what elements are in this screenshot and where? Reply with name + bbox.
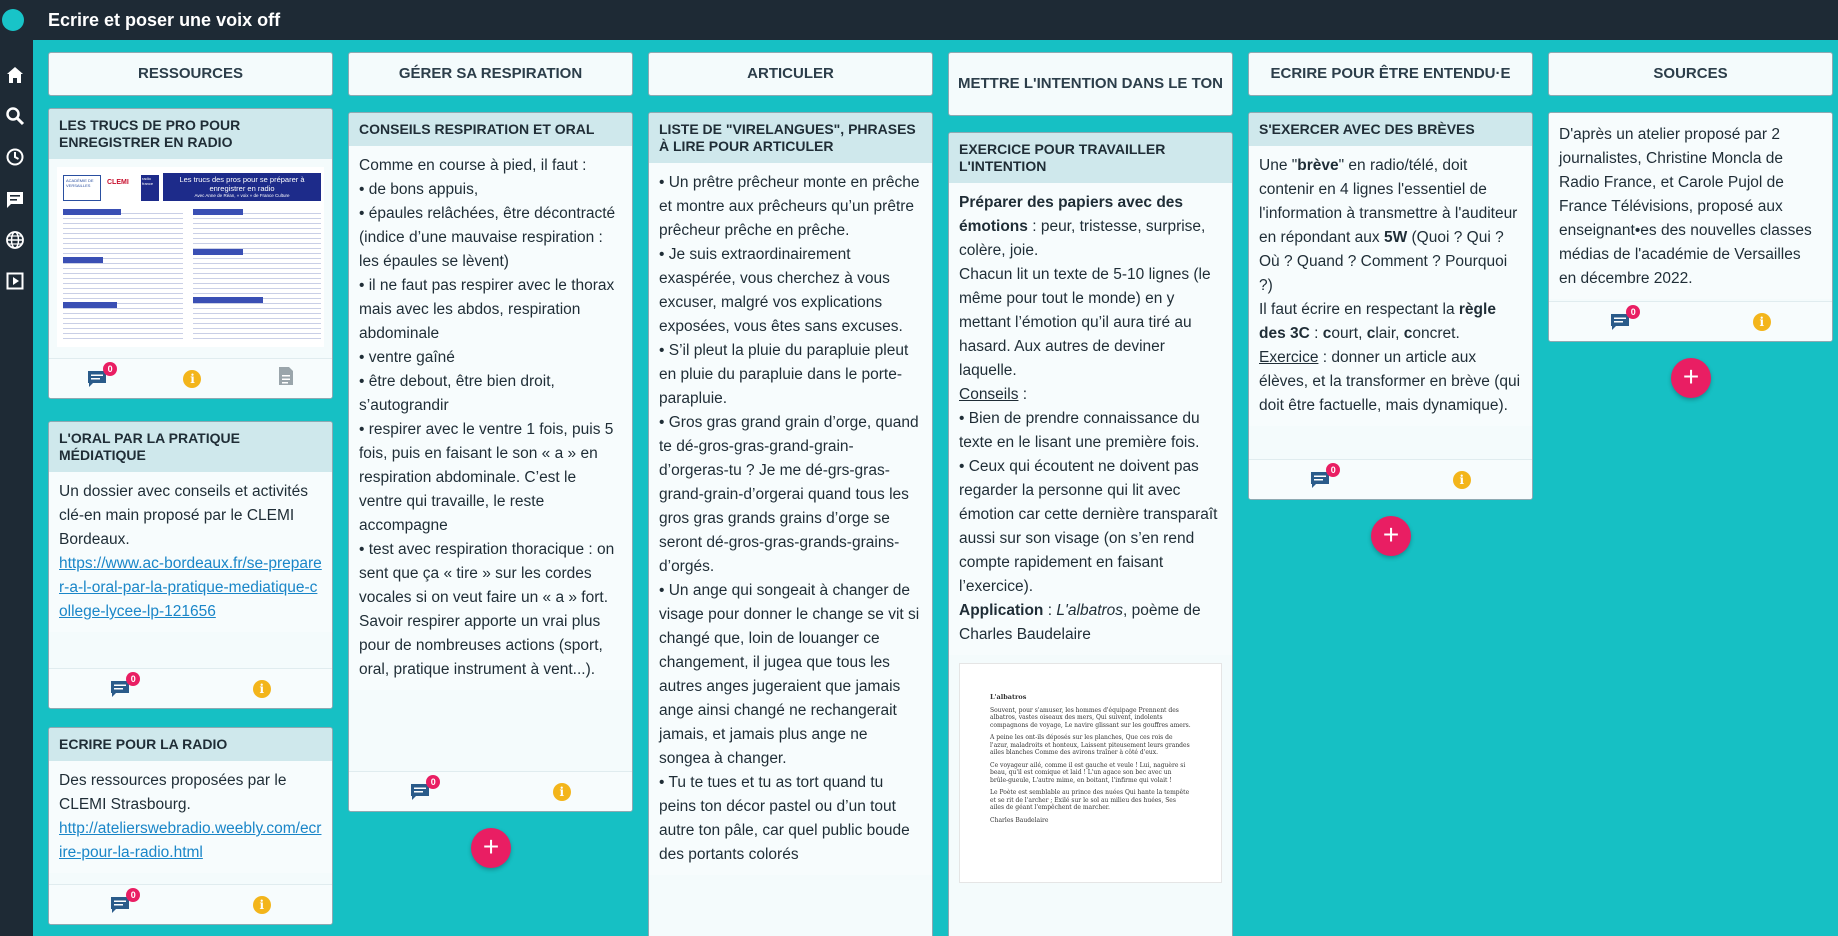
card-text: Il faut écrire en respectant la <box>1259 301 1459 318</box>
card-line: • respirer avec le ventre 1 fois, puis 5 fois, puis en faisant le son « a » en respiration abdominale. C’est le ventre qui travaille, le reste accompagne <box>359 421 614 534</box>
globe-icon[interactable] <box>4 229 26 251</box>
thumbnail-section-bar <box>63 209 121 215</box>
card-body <box>1549 113 1832 299</box>
card-title: ECRIRE POUR LA RADIO <box>49 728 332 761</box>
card-paragraph <box>959 383 1222 407</box>
card-virelangues[interactable] <box>648 112 933 936</box>
card-exercer-breves[interactable] <box>1248 112 1533 500</box>
info-icon[interactable]: i <box>253 896 271 914</box>
card-title: L'ORAL PAR LA PRATIQUE MÉDIATIQUE <box>49 422 332 472</box>
card-text: lair, <box>1375 325 1404 342</box>
card-text: Chacun lit un texte de 5-10 lignes (le même pour tout le monde) en y mettant l’émotion qu’il aura tiré au hasard. Aux autres de deviner laquelle. <box>959 266 1211 379</box>
column-ressources <box>48 52 333 912</box>
comment-count-badge: 0 <box>126 672 140 686</box>
card-line: • S’il pleut la pluie du parapluie pleut en pluie du parapluie dans le porte-parapluie. <box>659 342 909 407</box>
card-text: : donner un article aux élèves, et la transformer en brève (qui doit être factuelle, mais dynamique). <box>1259 349 1521 414</box>
card-line: • être debout, être bien droit, s’autograndir <box>359 373 555 414</box>
add-post-button[interactable]: + <box>471 828 511 868</box>
card-paragraph <box>1259 154 1522 298</box>
card-title: CONSEILS RESPIRATION ET ORAL <box>349 113 632 146</box>
add-post-button[interactable]: + <box>1671 358 1711 398</box>
card-conseils-respiration[interactable] <box>348 112 633 812</box>
comment-icon[interactable] <box>110 889 136 914</box>
clemi-logo: CLEMI <box>107 179 129 186</box>
card-body <box>649 163 932 875</box>
poem-preview-title: L'albatros <box>990 693 1027 701</box>
card-footer <box>49 884 332 924</box>
bold-text: 5W <box>1383 229 1408 246</box>
bold-text: Préparer des papiers avec des émotions <box>959 194 1184 235</box>
thumbnail-section-bar <box>193 209 243 215</box>
card-exercice-intention[interactable] <box>948 132 1233 936</box>
add-post-button[interactable]: + <box>1371 516 1411 556</box>
poem-stanza: A peine les ont-ils déposés sur les planches, Que ces rois de l'azur, maladroits et honteux, Laissent piteusement leurs grandes ailes blanches Comme des avirons traîner à côté d'eux. <box>990 734 1190 756</box>
comment-count-badge: 0 <box>1326 463 1340 477</box>
column-respiration <box>348 52 633 862</box>
thumbnail-section-bar <box>193 297 263 303</box>
card-body <box>49 761 332 873</box>
card-footer <box>1249 459 1532 499</box>
card-text: Des ressources proposées par le CLEMI Strasbourg. <box>59 772 287 813</box>
card-footer <box>49 668 332 708</box>
card-paragraph <box>1259 346 1522 418</box>
card-title: EXERCICE POUR TRAVAILLER L'INTENTION <box>949 133 1232 183</box>
card-title: S'EXERCER AVEC DES BRÈVES <box>1249 113 1532 146</box>
card-line: • Bien de prendre connaissance du texte en le lisant une première fois. <box>959 410 1200 451</box>
info-icon[interactable]: i <box>253 680 271 698</box>
card-text: : peur, tristesse, surprise, colère, joie. <box>959 218 1206 259</box>
application-label: Application <box>959 602 1044 619</box>
card-oral-pratique-mediatique[interactable] <box>48 421 333 709</box>
card-text: (Quoi ? Qui ? Où ? Quand ? Comment ? Pourquoi ?) <box>1259 229 1508 294</box>
radio-france-logo: radio france <box>141 175 159 201</box>
thumbnail-heading-text: Les trucs des pros pour se préparer à enregistrer en radio <box>179 175 305 193</box>
card-line: • ventre gaîné <box>359 349 455 366</box>
chat-icon[interactable] <box>4 188 26 210</box>
poem-stanza: Le Poète est semblable au prince des nuées Qui hante la tempête et se rit de l'archer ; Exilé sur le sol au milieu des huées, Ses ailes de géant l'empêchent de marcher. <box>990 789 1190 811</box>
card-body <box>349 146 632 690</box>
academie-logo: ACADÉMIE DE VERSAILLES <box>63 175 101 201</box>
comment-icon[interactable] <box>1610 306 1636 331</box>
padlet-logo[interactable] <box>2 9 24 31</box>
comment-count-badge: 0 <box>103 362 117 376</box>
card-text: ourt, <box>1331 325 1367 342</box>
card-line: • Je suis extraordinairement exaspérée, vous cherchez à vous excuser, malgré vos explications exposées, vous êtes sans excuses. <box>659 246 903 335</box>
card-footer <box>1549 301 1832 341</box>
column-header[interactable]: SOURCES <box>1548 52 1833 96</box>
comment-count-badge: 0 <box>126 888 140 902</box>
card-paragraph <box>1259 298 1522 346</box>
poem-stanza: Souvent, pour s'amuser, les hommes d'équipage Prennent des albatros, vastes oiseaux des mers, Qui suivent, indolents compagnons de voyage, Le navire glissant sur les gouffres amers. <box>990 706 1191 729</box>
poem-document-preview[interactable] <box>959 663 1222 883</box>
card-line: • Un ange qui songeait à changer de visage pour donner le change se vit si changé que, loin de louanger ce changement, il jugea que tous les autres anges jugeraient que jamais ange ainsi changé ne rechangerait jamais, et jamais plus ange ne songea à changer. <box>659 582 920 767</box>
card-title: LES TRUCS DE PRO POUR ENREGISTRER EN RADIO <box>49 109 332 159</box>
comment-count-badge: 0 <box>1626 305 1640 319</box>
home-icon[interactable] <box>4 64 26 86</box>
card-text: Un dossier avec conseils et activités clé-en main proposé par le CLEMI Bordeaux. <box>59 483 308 548</box>
document-thumbnail[interactable] <box>57 167 324 347</box>
column-header[interactable]: METTRE L'INTENTION DANS LE TON <box>948 52 1233 116</box>
resource-link[interactable]: http://atelierswebradio.weebly.com/ecrire-pour-la-radio.html <box>59 820 322 861</box>
info-icon[interactable]: i <box>1453 471 1471 489</box>
card-ecrire-pour-la-radio[interactable] <box>48 727 333 925</box>
card-line: • épaules relâchées, être décontracté (indice d’une mauvaise respiration : les épaules se lèvent) <box>359 205 616 270</box>
play-icon[interactable] <box>4 270 26 292</box>
card-trucs-de-pro[interactable] <box>48 108 333 399</box>
clock-icon[interactable] <box>4 146 26 168</box>
thumbnail-subheading: Avec Anne de Réan, « voix » de France Culture <box>194 193 290 198</box>
card-body <box>49 472 332 632</box>
comment-icon[interactable] <box>110 673 136 698</box>
card-line: • Ceux qui écoutent ne doivent pas regarder la personne qui lit avec émotion car cette dernière transparaît aussi sur son visage (on s’en rend compte rapidement en faisant l’exercice). <box>959 458 1218 595</box>
poem-title: L'albatros <box>1056 602 1124 619</box>
thumbnail-section-bar <box>193 249 243 255</box>
comment-icon[interactable] <box>1310 464 1336 489</box>
card-text: : <box>1309 325 1323 342</box>
card-line: • test avec respiration thoracique : on sent que ça « tire » sur les cordes vocales si on veut faire un « a » fort. Savoir respirer apporte un vrai plus pour de nombreuses actions (sport, oral, pratique instrument à vent...). <box>359 541 615 678</box>
bold-text: règle des 3C <box>1259 301 1496 342</box>
bold-letter: c <box>1366 325 1376 342</box>
thumbnail-section-bar <box>63 302 117 308</box>
poem-stanza: Ce voyageur ailé, comme il est gauche et veule ! Lui, naguère si beau, qu'il est comique et laid ! L'un agace son bec avec un brûle-gueule, L'autre mime, en boitant, l'infirme qui volait ! <box>990 761 1186 784</box>
card-text: , poème de Charles Baudelaire <box>959 602 1201 643</box>
column-header[interactable]: ARTICULER <box>648 52 933 96</box>
info-icon[interactable]: i <box>1753 313 1771 331</box>
column-ecrire-entendu <box>1248 52 1533 550</box>
card-line: • il ne faut pas respirer avec le thorax mais avec les abdos, respiration abdominale <box>359 277 615 342</box>
card-sources[interactable] <box>1548 112 1833 342</box>
card-text: D'après un atelier proposé par 2 journalistes, Christine Moncla de Radio France, et Carole Pujol de France Télévisions, proposé aux enseignant•es des nouvelles classes médias de l'académie de Versailles en décembre 2022. <box>1559 126 1812 287</box>
comment-icon[interactable] <box>87 363 113 388</box>
column-sources <box>1548 52 1833 392</box>
card-body <box>1249 146 1532 426</box>
card-paragraph <box>959 191 1222 263</box>
bold-text: brève <box>1297 157 1339 174</box>
top-bar <box>0 0 1838 40</box>
card-line: • Tu te tues et tu as tort quand tu peins ton décor pastel ou d’un tout autre ton pâle, car quel public boude des portants colorés <box>659 774 910 863</box>
card-text: : <box>1043 602 1057 619</box>
card-text: " en radio/télé, doit contenir en 4 lignes l'essentiel de l'information à transmettre à l'auditeur en répondant aux <box>1259 157 1518 246</box>
column-header[interactable]: GÉRER SA RESPIRATION <box>348 52 633 96</box>
resource-link[interactable]: https://www.ac-bordeaux.fr/se-preparer-a-l-oral-par-la-pratique-mediatique-college-lycee-lp-121656 <box>59 555 322 620</box>
comment-icon[interactable] <box>410 776 436 801</box>
card-text: : <box>1018 386 1028 403</box>
poem-author: Charles Baudelaire <box>990 816 1049 824</box>
card-line: Comme en course à pied, il faut : <box>359 157 587 174</box>
card-title: LISTE DE "VIRELANGUES", PHRASES À LIRE POUR ARTICULER <box>649 113 932 163</box>
left-nav-rail <box>0 40 33 936</box>
info-icon[interactable]: i <box>553 783 571 801</box>
column-header[interactable]: RESSOURCES <box>48 52 333 96</box>
exercice-label: Exercice <box>1259 349 1319 366</box>
thumbnail-text-column-right <box>193 209 321 339</box>
card-line: • Gros gras grand grain d’orge, quand te dé-gros-gras-grand-grain-d’orgeras-tu ? Je me dé-grs-gras-grand-grain-d’orgerai quand tous les gros gras grands grains d’orge se seront dé-gros-gras-grands-grains-d’orgés. <box>659 414 919 575</box>
board-title: Ecrire et poser une voix off <box>48 9 281 30</box>
card-footer <box>49 358 332 398</box>
card-text: Une " <box>1259 157 1298 174</box>
conseils-label: Conseils <box>959 386 1019 403</box>
document-icon[interactable] <box>278 366 294 391</box>
card-footer <box>349 771 632 811</box>
card-line: • Un prêtre prêcheur monte en prêche et montre aux prêcheurs qu’un prêtre prêcheur prêche en prêche. <box>659 174 920 239</box>
card-paragraph <box>959 599 1222 647</box>
comment-count-badge: 0 <box>426 775 440 789</box>
column-intention <box>948 52 1233 824</box>
search-icon[interactable] <box>4 105 26 127</box>
bold-letter: c <box>1403 325 1413 342</box>
info-icon[interactable]: i <box>183 370 201 388</box>
card-text: oncret. <box>1412 325 1460 342</box>
column-articuler <box>648 52 933 863</box>
thumbnail-text-column-left <box>63 209 183 339</box>
card-body <box>949 183 1232 655</box>
card-line: • de bons appuis, <box>359 181 479 198</box>
thumbnail-section-bar <box>63 257 103 263</box>
thumbnail-heading <box>163 173 321 201</box>
bold-letter: c <box>1322 325 1332 342</box>
column-header[interactable]: ECRIRE POUR ÊTRE ENTENDU·E <box>1248 52 1533 96</box>
